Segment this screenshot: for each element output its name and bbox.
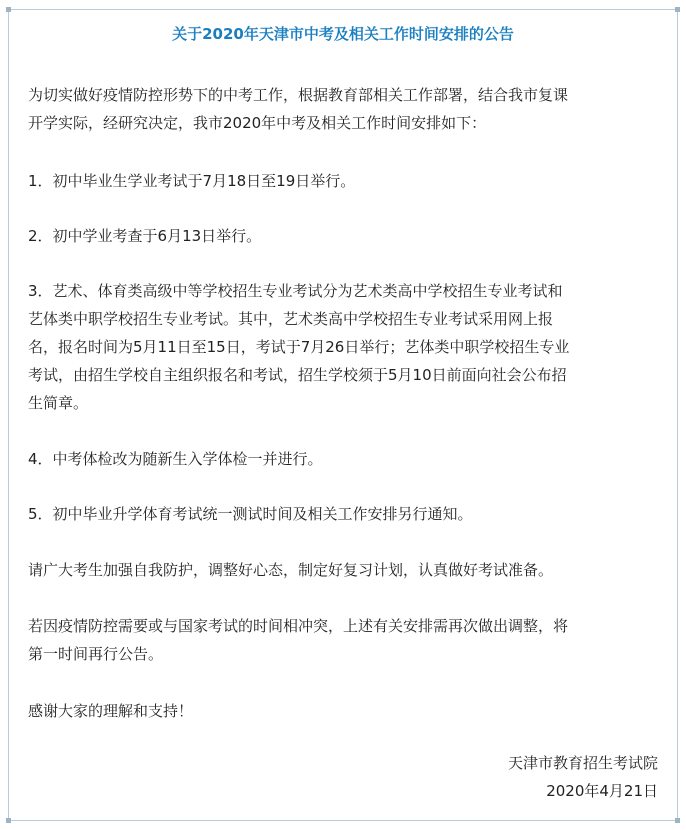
- intro-line-1: 为切实做好疫情防控形势下的中考工作，根据教育部相关工作部署，结合我市复课: [28, 86, 569, 104]
- item-3-line-1: 3．艺术、体育类高级中等学校招生专业考试分为艺术类高中学校招生专业考试和: [28, 282, 563, 300]
- frame-corner-top-right: [675, 7, 680, 12]
- notice-title: 关于2020年天津市中考及相关工作时间安排的公告: [172, 25, 514, 43]
- item-4: 4．中考体检改为随新生入学体检一并进行。: [28, 450, 323, 468]
- adjust-line-2: 第一时间再行公告。: [28, 645, 164, 663]
- frame-corner-top-left: [6, 7, 11, 12]
- adjust-paragraph: [28, 612, 668, 668]
- item-3: [28, 277, 668, 417]
- advice-paragraph: 请广大考生加强自我防护，调整好心态，制定好复习计划，认真做好考试准备。: [28, 561, 554, 579]
- item-3-line-5: 生简章。: [28, 394, 89, 412]
- item-3-line-2: 艺体类中职学校招生专业考试。其中，艺术类高中学校招生专业考试采用网上报: [28, 310, 554, 328]
- adjust-line-1: 若因疫情防控需要或与国家考试的时间相冲突，上述有关安排需再次做出调整，将: [28, 617, 569, 635]
- item-2: 2．初中学业考查于6月13日举行。: [28, 227, 262, 245]
- intro-paragraph: [28, 81, 668, 137]
- intro-line-2: 开学实际，经研究决定，我市2020年中考及相关工作时间安排如下：: [28, 114, 487, 132]
- item-3-line-4: 考试，由招生学校自主组织报名和考试，招生学校须于5月10日前面向社会公布招: [28, 366, 567, 384]
- item-5: 5．初中毕业升学体育考试统一测试时间及相关工作安排另行通知。: [28, 505, 473, 523]
- issuer-signature: 天津市教育招生考试院: [507, 754, 658, 772]
- frame-corner-bottom-left: [6, 818, 11, 823]
- issue-date: 2020年4月21日: [546, 782, 658, 800]
- thanks-paragraph: 感谢大家的理解和支持！: [28, 702, 194, 720]
- item-3-line-3: 名，报名时间为5月11日至15日，考试于7月26日举行；艺体类中职学校招生专业: [28, 338, 570, 356]
- item-1: 1．初中毕业生学业考试于7月18日至19日举行。: [28, 172, 356, 190]
- frame-corner-bottom-right: [675, 818, 680, 823]
